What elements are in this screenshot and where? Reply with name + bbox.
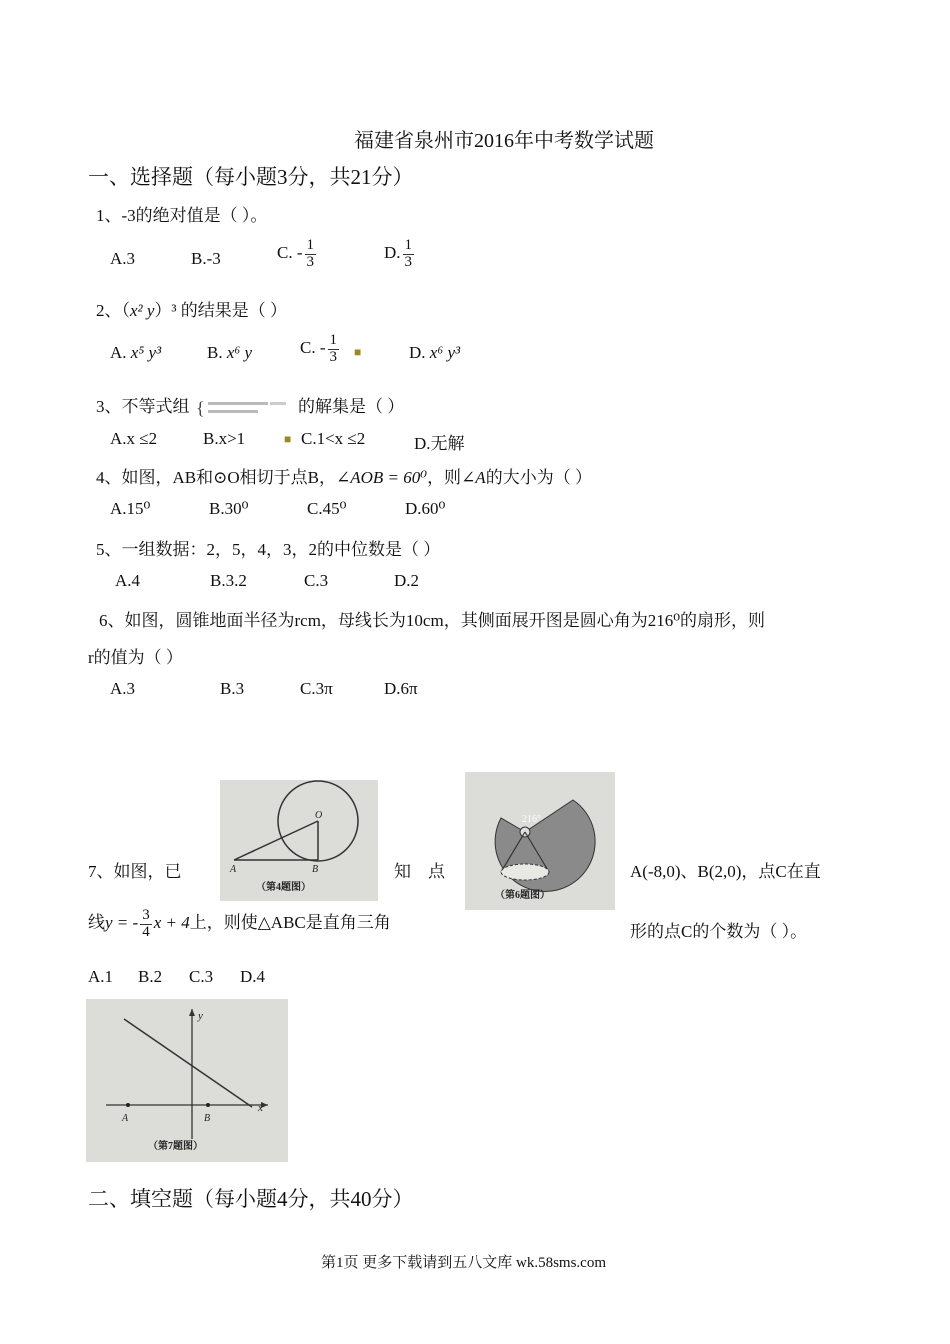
question-6-stem-line1: 6、如图，圆锥地面半径为rcm，母线长为10cm，其侧面展开图是圆心角为216⁰的扇形，则 xyxy=(99,611,766,630)
q2-option-d-expression: x⁶ y³ xyxy=(429,343,461,362)
q2-option-b xyxy=(207,343,252,363)
q4-option-a: A.15⁰ xyxy=(110,499,151,518)
q2-option-b-expression: x⁶ y xyxy=(226,343,253,362)
question-7-right-line2: 形的点C的个数为（ ）。 xyxy=(630,922,808,941)
q2-option-c xyxy=(300,333,341,366)
q2-option-d-label: D. xyxy=(409,343,430,362)
q1-option-c-prefix: C. - xyxy=(277,243,303,263)
label-a: A xyxy=(122,1113,129,1124)
question-4-stem xyxy=(96,463,592,488)
q6-option-c: C.3π xyxy=(300,679,333,698)
q1-option-d-fraction xyxy=(403,238,415,271)
figure-7-drawing xyxy=(86,999,288,1162)
figure-4-caption: （第4题图） xyxy=(256,882,311,893)
q7-equation-prefix: y = - xyxy=(105,913,139,933)
q5-option-d: D.2 xyxy=(394,571,420,590)
q5-option-c: C.3 xyxy=(304,571,329,590)
q2-option-c-fraction xyxy=(328,333,340,366)
section-1-heading: 一、选择题（每小题3分，共21分） xyxy=(88,165,414,189)
y-axis-arrow xyxy=(189,1009,195,1016)
angle-label: 216° xyxy=(522,814,541,825)
q6-option-a: A.3 xyxy=(110,679,136,698)
q6-option-d: D.6π xyxy=(384,679,418,698)
figure-7-image xyxy=(86,999,288,1162)
question-7-line2 xyxy=(88,908,391,941)
q4-option-d: D.60⁰ xyxy=(405,499,446,518)
segment-ao xyxy=(234,821,318,860)
figure-7-caption: （第7题图） xyxy=(148,1141,203,1152)
fraction-denominator: 3 xyxy=(329,348,337,365)
question-7-middle: 知 点 xyxy=(394,862,445,881)
q7-line2-middle: 上，则使△ABC是直角三角 xyxy=(189,913,391,933)
question-7-prefix: 7、如图，已 xyxy=(88,862,182,881)
q4-option-b: B.30⁰ xyxy=(209,499,249,518)
q3-stem-suffix: 的解集是（ ） xyxy=(298,397,405,416)
q7-option-a: A.1 xyxy=(88,967,114,986)
q2-option-c-prefix: C. - xyxy=(300,338,326,358)
q3-option-b: B.x>1 xyxy=(203,429,246,448)
q4-stem-suffix: 的大小为（ ） xyxy=(485,468,592,487)
label-y: y xyxy=(198,1010,203,1022)
q3-stem-prefix: 3、不等式组 xyxy=(96,397,190,416)
q2-option-b-label: B. xyxy=(207,343,227,362)
figure-6-drawing xyxy=(465,772,615,910)
q5-option-a: A.4 xyxy=(115,571,141,590)
q2-stem-prefix: 2、（ xyxy=(96,301,130,320)
fraction-numerator: 1 xyxy=(306,237,314,253)
figure-4-image xyxy=(220,780,378,901)
q1-option-c xyxy=(277,238,318,271)
q4-stem-middle: ，则 xyxy=(427,468,462,487)
q2-option-d xyxy=(409,343,460,363)
q2-option-a-expression: x⁵ y³ xyxy=(130,343,162,362)
point-b xyxy=(206,1103,210,1107)
fraction-denominator: 3 xyxy=(306,253,314,270)
label-x: x xyxy=(258,1102,263,1114)
label-o: O xyxy=(315,810,323,821)
q1-option-d xyxy=(384,238,416,271)
q5-option-b: B.3.2 xyxy=(210,571,247,590)
label-a: A xyxy=(230,864,237,875)
q1-option-d-prefix: D. xyxy=(384,243,401,263)
q1-option-c-fraction xyxy=(305,238,317,271)
q4-option-c: C.45⁰ xyxy=(307,499,347,518)
question-6-stem-line2: r的值为（ ） xyxy=(88,648,183,667)
inequality-system-image xyxy=(194,398,294,418)
q7-equation-suffix: x + 4 xyxy=(153,913,190,933)
fraction-numerator: 1 xyxy=(329,332,337,348)
section-2-heading: 二、填空题（每小题4分，共40分） xyxy=(88,1187,414,1211)
stray-dot-mark: ■ xyxy=(284,432,292,446)
q2-option-a-label: A. xyxy=(110,343,131,362)
question-5-stem: 5、一组数据：2，5，4，3，2的中位数是（ ） xyxy=(96,540,441,559)
q7-option-d: D.4 xyxy=(240,967,266,986)
q4-angle-a: ∠A xyxy=(461,468,486,487)
q3-option-c: C.1<x ≤2 xyxy=(301,429,366,448)
figure-4-drawing xyxy=(220,780,378,901)
figure-6-caption: （第6题图） xyxy=(495,890,550,901)
q4-stem-prefix: 4、如图，AB和⊙O相切于点B， xyxy=(96,468,336,487)
fraction-denominator: 3 xyxy=(404,253,413,270)
q2-stem-suffix: ）³ 的结果是（ ） xyxy=(154,301,288,320)
question-7-right-line1: A(-8,0)、B(2,0)，点C在直 xyxy=(630,862,821,881)
q7-option-c: C.3 xyxy=(189,967,214,986)
figure-6-image xyxy=(465,772,615,910)
q2-expression: x² y xyxy=(130,301,155,320)
stray-dot-mark: ■ xyxy=(354,345,362,359)
page-footer: 第1页 更多下载请到五八文库 wk.58sms.com xyxy=(321,1255,607,1271)
line-y-eq xyxy=(124,1019,252,1107)
q4-angle-expression: ∠AOB = 60⁰ xyxy=(335,468,428,487)
fraction-denominator: 4 xyxy=(142,923,150,940)
q7-line2-prefix: 线 xyxy=(88,913,105,933)
fraction-numerator: 1 xyxy=(404,237,413,253)
fraction-numerator: 3 xyxy=(142,907,150,923)
q7-equation-fraction xyxy=(140,908,152,941)
page-title: 福建省泉州市2016年中考数学试题 xyxy=(354,130,654,152)
question-3-stem xyxy=(96,392,404,418)
q1-option-b: B.-3 xyxy=(191,249,221,268)
label-b: B xyxy=(312,864,319,875)
cone-base xyxy=(501,864,549,880)
q3-option-d: D.无解 xyxy=(414,434,465,453)
svg-text:{: { xyxy=(195,398,205,419)
question-1-stem: 1、-3的绝对值是（ ）。 xyxy=(96,206,268,225)
label-b: B xyxy=(204,1113,211,1124)
q7-option-b: B.2 xyxy=(138,967,163,986)
q1-option-a: A.3 xyxy=(110,249,136,268)
q3-option-a: A.x ≤2 xyxy=(110,429,158,448)
q2-option-a xyxy=(110,343,161,363)
point-a xyxy=(126,1103,130,1107)
question-2-stem xyxy=(96,296,287,321)
q6-option-b: B.3 xyxy=(220,679,245,698)
